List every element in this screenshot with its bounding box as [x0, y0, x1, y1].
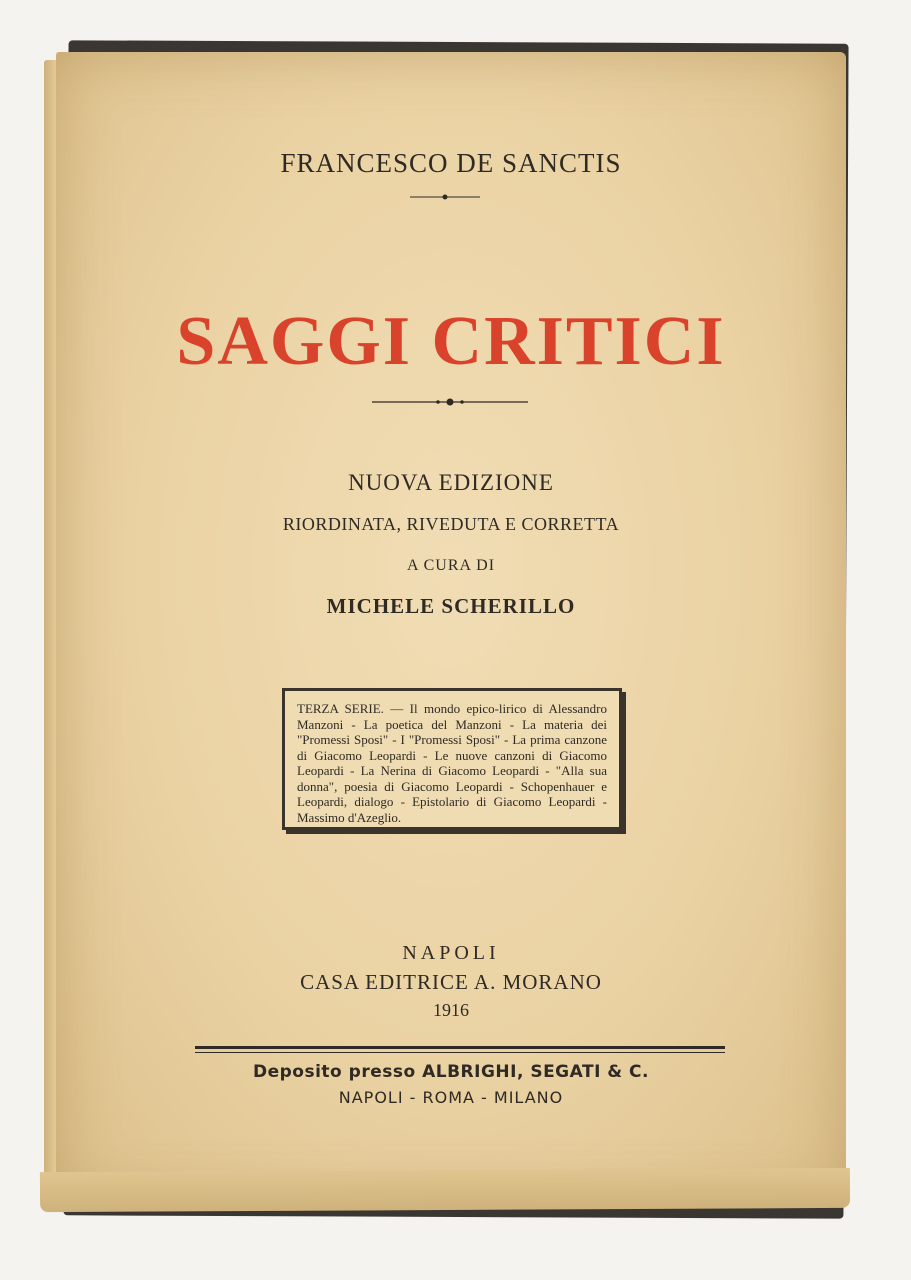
book-cover — [56, 52, 846, 1202]
author-name: FRANCESCO DE SANCTIS — [280, 148, 622, 178]
contents-box: TERZA SERIE. — Il mondo epico-lirico di Alessandro Manzoni - La poetica del Manzoni - La materia dei "Promessi Sposi" - I "Promessi Sposi" - La prima canzone di Giacomo Leopardi - Le nuove canzoni di Giacomo Leopardi - La Nerina di Giacomo Leopardi - "Alla sua donna", poesia di Giacomo Leopardi - Schopenhauer e Leopardi, dialogo - Epistolario di Giacomo Leopardi - Massimo d'Azeglio. — [282, 688, 622, 830]
editor-name: MICHELE SCHERILLO — [326, 594, 576, 618]
rule-thin — [195, 1052, 725, 1053]
ornament-divider-icon — [372, 396, 528, 408]
book-title: SAGGI CRITICI — [176, 303, 726, 380]
deposit-line: Deposito presso ALBRIGHI, SEGATI & C. — [253, 1062, 649, 1082]
edition-label: NUOVA EDIZIONE — [348, 470, 554, 495]
rule-thick — [195, 1046, 725, 1049]
deposit-cities: NAPOLI - ROMA - MILANO — [338, 1088, 564, 1107]
book-bottom-edge — [40, 1168, 850, 1212]
publication-year: 1916 — [433, 1000, 469, 1020]
publisher-name: CASA EDITRICE A. MORANO — [300, 970, 602, 994]
city-label: NAPOLI — [402, 942, 500, 964]
ornament-top-icon — [410, 193, 480, 201]
curated-by-label: A CURA DI — [406, 557, 496, 574]
revision-label: RIORDINATA, RIVEDUTA E CORRETTA — [282, 514, 620, 534]
